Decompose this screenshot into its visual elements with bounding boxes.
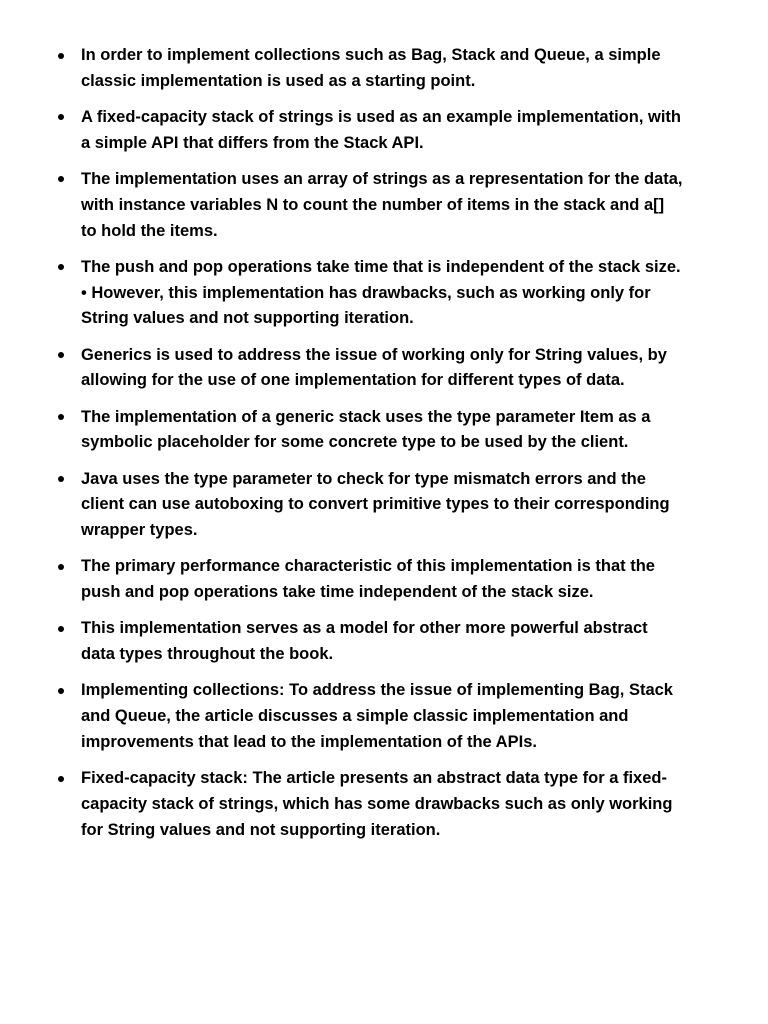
bullet-icon xyxy=(58,264,64,270)
bullet-icon xyxy=(58,53,64,59)
list-item xyxy=(0,43,768,95)
bullet-text: The implementation uses an array of strings as a representation for the data, with instance variables N to count the number of items in the stack and a[] to hold the items. xyxy=(81,169,683,240)
bullet-text: This implementation serves as a model for other more powerful abstract data types throughout the book. xyxy=(81,619,648,664)
bullet-text: Implementing collections: To address the issue of implementing Bag, Stack and Queue, the article discusses a simple classic implementation and improvements that lead to the implementation of the APIs. xyxy=(81,681,673,751)
list-item xyxy=(0,766,768,843)
list-item xyxy=(0,167,768,244)
bullet-icon xyxy=(58,626,64,632)
bullet-icon xyxy=(58,776,64,782)
bullet-text: Generics is used to address the issue of working only for String values, by allowing for the use of one implementation for different types of data. xyxy=(81,345,667,390)
bullet-text: Fixed-capacity stack: The article presents an abstract data type for a fixed-capacity stack of strings, which has some drawbacks such as only working for String values and not supporting iteration. xyxy=(81,769,673,839)
list-item xyxy=(0,405,768,457)
bullet-text: The push and pop operations take time that is independent of the stack size. • However, this implementation has drawbacks, such as working only for String values and not supporting iteration. xyxy=(81,257,681,328)
list-item xyxy=(0,467,768,544)
bullet-icon xyxy=(58,476,64,482)
bullet-icon xyxy=(58,114,64,120)
list-item xyxy=(0,554,768,606)
bullet-icon xyxy=(58,414,64,420)
list-item xyxy=(0,343,768,395)
list-item xyxy=(0,255,768,332)
list-item xyxy=(0,678,768,755)
bullet-icon xyxy=(58,352,64,358)
bullet-text: The implementation of a generic stack uses the type parameter Item as a symbolic placeholder for some concrete type to be used by the client. xyxy=(81,407,651,452)
bullet-text: In order to implement collections such as Bag, Stack and Queue, a simple classic implementation is used as a starting point. xyxy=(81,46,661,90)
list-item xyxy=(0,105,768,157)
bullet-list xyxy=(0,43,768,854)
bullet-text: The primary performance characteristic of this implementation is that the push and pop operations take time independent of the stack size. xyxy=(81,557,655,602)
bullet-icon xyxy=(58,176,64,182)
bullet-icon xyxy=(58,688,64,694)
bullet-text: A fixed-capacity stack of strings is used as an example implementation, with a simple API that differs from the Stack API. xyxy=(81,107,681,152)
bullet-icon xyxy=(58,564,64,570)
list-item xyxy=(0,616,768,668)
bullet-text: Java uses the type parameter to check for type mismatch errors and the client can use autoboxing to convert primitive types to their corresponding wrapper types. xyxy=(81,469,670,540)
